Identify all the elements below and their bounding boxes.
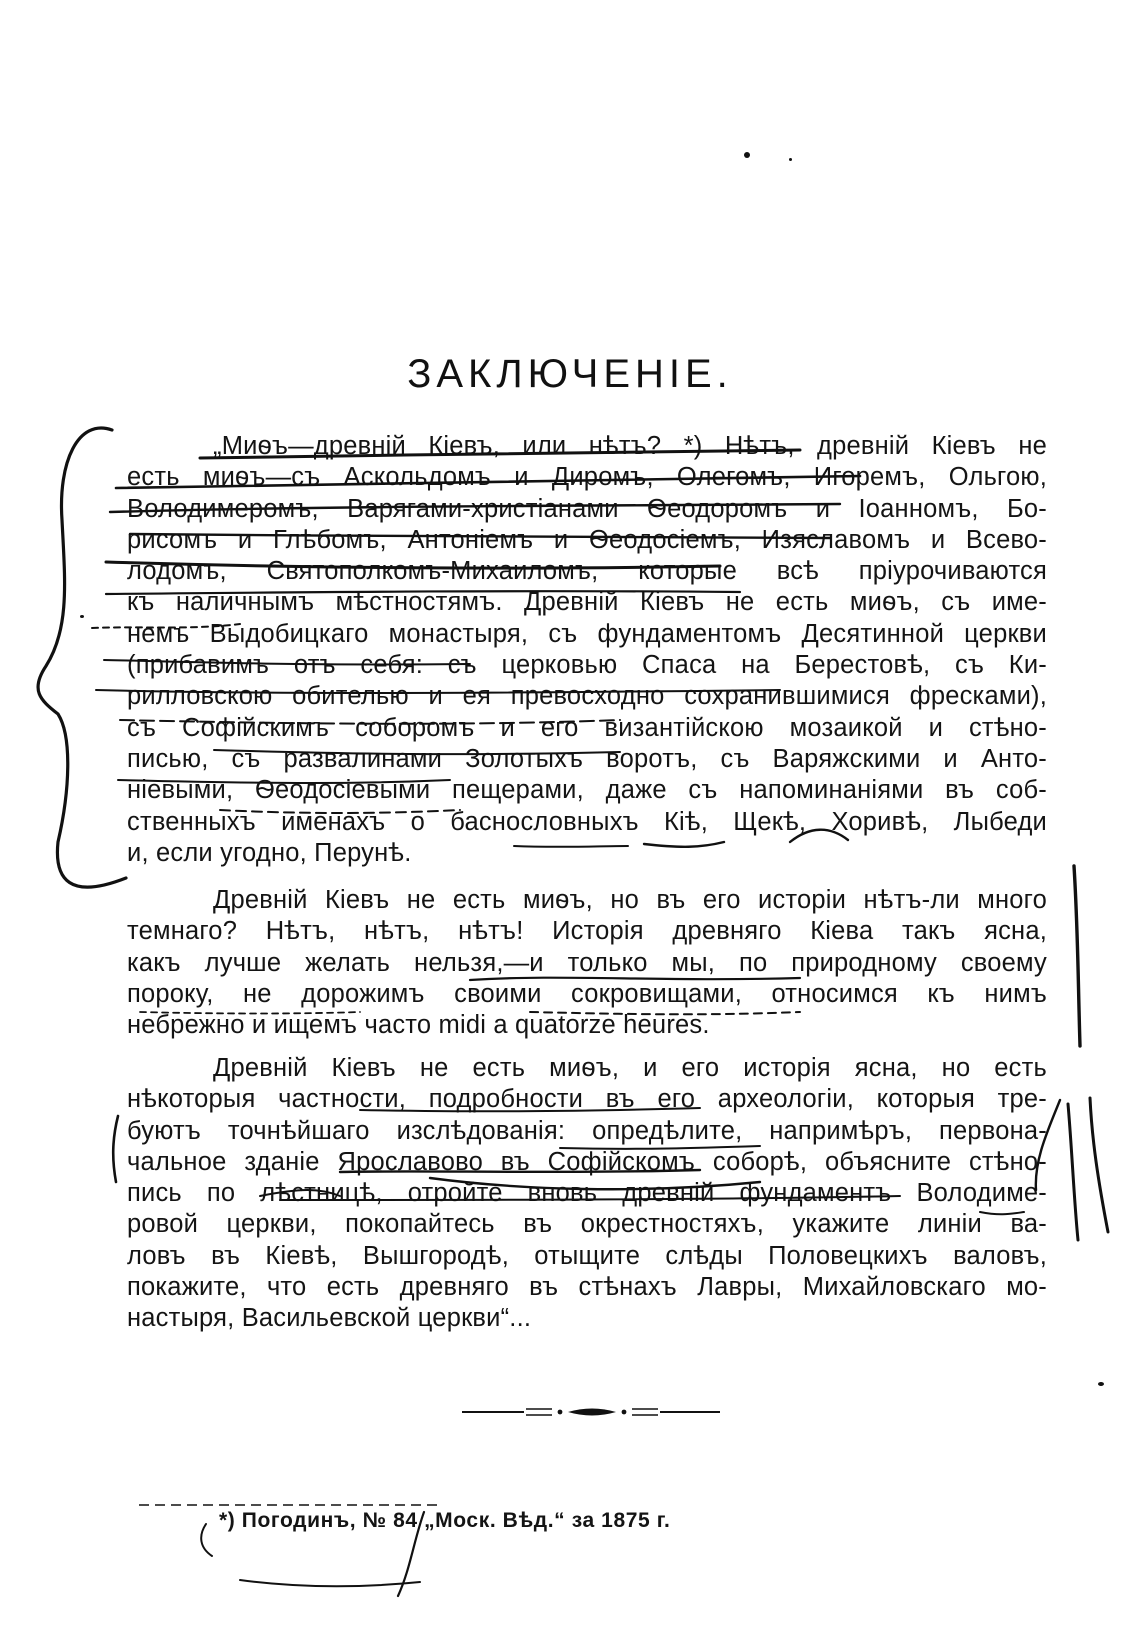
text-line: нѣкоторыя частности, подробности въ его археологіи, которыя тре- [127, 1085, 1047, 1114]
footnote: *) Погодинъ, № 84 „Моск. Вѣд.“ за 1875 г. [219, 1509, 671, 1532]
print-speck [744, 152, 750, 158]
print-speck [789, 158, 792, 161]
print-speck [1098, 1382, 1104, 1386]
text-line: (прибавимъ отъ себя: съ церковью Спаса на Берестовѣ, съ Ки- [127, 651, 1047, 680]
text-line: съ Софійскимъ соборомъ и его византійскою мозаикой и стѣно- [127, 713, 1047, 742]
text-line: пороку, не дорожимъ своими сокровищами, относимся къ нимъ [127, 979, 1047, 1008]
text-line: настыря, Васильевской церкви“... [127, 1304, 532, 1333]
text-line: ственныхъ именахъ о баснословныхъ Кіѣ, Щекѣ, Хоривѣ, Лыбеди [127, 807, 1047, 836]
text-line: Древній Кіевъ не есть миѳъ, и его исторія ясна, но есть [213, 1054, 1047, 1082]
text-line: къ наличнымъ мѣстностямъ. Древній Кіевъ не есть миѳъ, съ име- [127, 588, 1047, 617]
paragraph-3 [127, 1053, 1047, 1335]
text-line: ровой церкви, покопайтесь въ окрестностяхъ, укажите линіи ва- [127, 1210, 1047, 1239]
text-line: небрежно и ищемъ часто midi a quatorze heures. [127, 1011, 710, 1040]
text-line: буютъ точнѣйшаго изслѣдованія: опредѣлите, напримѣръ, первона- [127, 1116, 1047, 1145]
text-line: и, если угодно, Перунѣ. [127, 838, 412, 867]
print-speck [80, 615, 84, 618]
text-line: лодомъ, Святополкомъ-Михаиломъ, которые всѣ пріурочиваются [127, 557, 1047, 586]
paragraph-2 [127, 885, 1047, 1041]
text-line: темнаго? Нѣтъ, нѣтъ, нѣтъ! Исторія древняго Кіева такъ ясна, [127, 917, 1047, 946]
text-line: рилловскою обителью и ея превосходно сохранившимися фресками), [127, 682, 1047, 711]
text-line: ніевыми, Ѳеодосіевыми пещерами, даже съ напоминаніями въ соб- [127, 776, 1047, 805]
text-line: покажите, что есть древняго въ стѣнахъ Лавры, Михайловскаго мо- [127, 1273, 1047, 1302]
text-line: рисомъ и Глѣбомъ, Антоніемъ и Ѳеодосіемъ, Изяславомъ и Всево- [127, 525, 1047, 554]
section-end-ornament [462, 1404, 722, 1420]
text-line: „Миѳъ—древній Кіевъ, или нѣтъ? *) Нѣтъ, древній Кіевъ не [213, 432, 1047, 460]
page-title: ЗАКЛЮЧЕНІЕ. [407, 352, 733, 396]
text-line: Володимеромъ, Варягами-христіанами Ѳеодоромъ и Іоанномъ, Бо- [127, 494, 1047, 523]
text-line: какъ лучше желать нельзя,—и только мы, по природному своему [127, 948, 1047, 977]
text-line: чальное зданіе Ярославово въ Софійскомъ соборѣ, объясните стѣно- [127, 1147, 1047, 1176]
text-line: немъ Выдобицкаго монастыря, съ фундаментомъ Десятинной церкви [127, 619, 1047, 648]
text-line: пись по лѣстницѣ, отройте вновь древній фундаментъ Володиме- [127, 1179, 1047, 1208]
text-line: писью, съ развалинами Золотыхъ воротъ, съ Варяжскими и Анто- [127, 744, 1047, 773]
text-line: есть миѳъ—съ Аскольдомъ и Диромъ, Олегомъ, Игоремъ, Ольгою, [127, 463, 1047, 492]
text-line: Древній Кіевъ не есть миѳъ, но въ его исторіи нѣтъ-ли много [213, 886, 1047, 914]
text-line: ловъ въ Кіевѣ, Вышгородѣ, отыщите слѣды Половецкихъ валовъ, [127, 1241, 1047, 1270]
paragraph-1 [127, 431, 1047, 869]
